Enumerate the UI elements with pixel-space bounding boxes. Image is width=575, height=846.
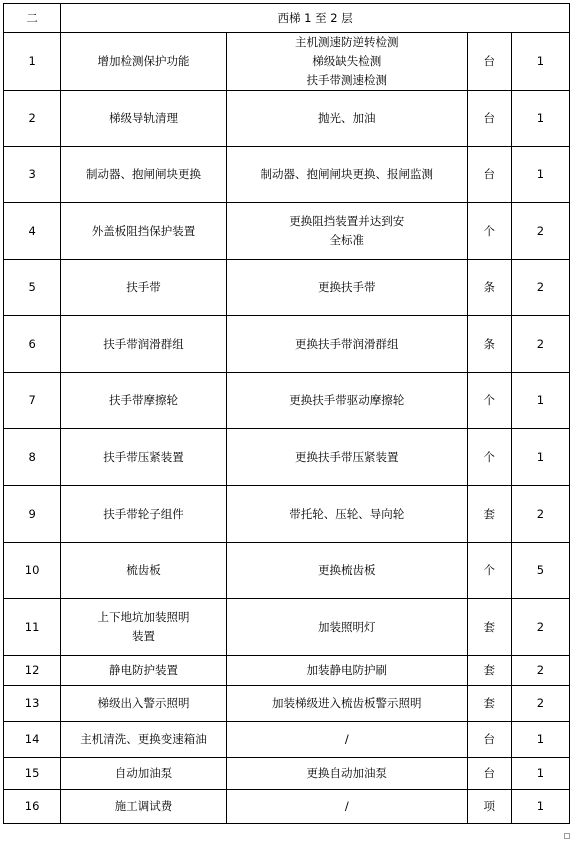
- work-content-line: 更换梳齿板: [318, 563, 376, 577]
- item-name: [61, 203, 227, 260]
- row-number: 13: [4, 686, 61, 722]
- row-number: 16: [4, 790, 61, 824]
- quantity: 1: [511, 790, 569, 824]
- work-content-line: 加装梯级进入梳齿板警示照明: [272, 696, 422, 710]
- item-name: [61, 147, 227, 203]
- item-name: [61, 543, 227, 599]
- row-number: 15: [4, 758, 61, 790]
- work-content-line: 带托轮、压轮、导向轮: [289, 506, 405, 521]
- row-number: 1: [4, 33, 61, 91]
- item-name-line: 扶手带压紧装置: [103, 449, 184, 464]
- unit: 台: [467, 33, 511, 91]
- work-content-line: 制动器、抱闸闸块更换、报闸监测: [260, 167, 433, 181]
- work-content: [226, 486, 467, 543]
- item-name-line: 增加检测保护功能: [97, 54, 190, 68]
- row-number: 12: [4, 656, 61, 686]
- unit: 台: [467, 147, 511, 203]
- item-name-line: 主机清洗、更换变速箱油: [80, 732, 207, 746]
- item-name-line: 自动加油泵: [114, 766, 173, 780]
- quantity: 1: [511, 91, 569, 147]
- item-name-line: 梳齿板: [126, 563, 161, 577]
- item-name: [61, 686, 227, 722]
- row-number: 2: [4, 91, 61, 147]
- table-row: [4, 758, 570, 790]
- table-row: [4, 656, 570, 686]
- table-row: [4, 203, 570, 260]
- work-content-line: 更换阻挡装置并达到安: [289, 214, 405, 228]
- work-content-line: 更换扶手带: [318, 280, 376, 294]
- table-row: [4, 33, 570, 91]
- table-row: [4, 373, 570, 429]
- quantity: 1: [511, 429, 569, 486]
- table-row: [4, 429, 570, 486]
- unit: 个: [467, 429, 511, 486]
- quantity: 1: [511, 147, 569, 203]
- row-number: 9: [4, 486, 61, 543]
- work-content-line: 更换扶手带驱动摩擦轮: [289, 393, 405, 407]
- row-number: 6: [4, 316, 61, 373]
- item-name: [61, 656, 227, 686]
- table-row: [4, 790, 570, 824]
- work-content: [226, 91, 467, 147]
- work-content-line: 扶手带测速检测: [306, 73, 387, 87]
- table-row: [4, 722, 570, 758]
- work-content: [226, 316, 467, 373]
- work-content: [226, 203, 467, 260]
- work-content-line: 梯级缺失检测: [312, 54, 382, 68]
- item-name-line: 制动器、抱闸闸块更换: [85, 167, 201, 181]
- unit: 个: [467, 373, 511, 429]
- work-content: [226, 790, 467, 824]
- unit: 套: [467, 686, 511, 722]
- item-name-line: 静电防护装置: [108, 663, 178, 677]
- work-content: [226, 147, 467, 203]
- work-content-line: 全标准: [329, 233, 364, 247]
- item-name: [61, 599, 227, 656]
- page-corner-mark: [564, 833, 570, 839]
- work-content: [226, 656, 467, 686]
- unit: 台: [467, 91, 511, 147]
- item-name: [61, 486, 227, 543]
- row-number: 10: [4, 543, 61, 599]
- table-row: [4, 686, 570, 722]
- item-name: [61, 758, 227, 790]
- item-name: [61, 91, 227, 147]
- table-row: [4, 260, 570, 316]
- section-title: 西梯 1 至 2 层: [61, 4, 570, 33]
- work-content-line: 加装静电防护刷: [306, 663, 387, 677]
- work-content: [226, 758, 467, 790]
- item-name-line: 装置: [131, 629, 155, 643]
- quantity: 2: [511, 656, 569, 686]
- work-content-line: 抛光、加油: [318, 111, 376, 125]
- quantity: 2: [511, 686, 569, 722]
- item-name-line: 梯级导轨清理: [108, 111, 178, 125]
- work-content-line: 主机测速防逆转检测: [295, 35, 399, 49]
- row-number: 4: [4, 203, 61, 260]
- quantity: 2: [511, 486, 569, 543]
- quantity: 1: [511, 33, 569, 91]
- item-name: [61, 722, 227, 758]
- work-content-line: 加装照明灯: [318, 619, 376, 634]
- row-number: 7: [4, 373, 61, 429]
- row-number: 3: [4, 147, 61, 203]
- item-name: [61, 373, 227, 429]
- item-name: [61, 316, 227, 373]
- item-name-line: 扶手带润滑群组: [103, 336, 184, 351]
- quantity: 1: [511, 373, 569, 429]
- quantity: 1: [511, 758, 569, 790]
- item-name: [61, 260, 227, 316]
- table-row: [4, 543, 570, 599]
- row-number: 5: [4, 260, 61, 316]
- unit: 台: [467, 722, 511, 758]
- work-content: [226, 686, 467, 722]
- item-name-line: 施工调试费: [114, 799, 173, 813]
- unit: 项: [467, 790, 511, 824]
- work-content: [226, 429, 467, 486]
- unit: 个: [467, 203, 511, 260]
- item-name-line: 扶手带轮子组件: [103, 506, 184, 521]
- table-row: [4, 599, 570, 656]
- item-name-line: 扶手带: [126, 280, 161, 294]
- quantity: 2: [511, 260, 569, 316]
- quantity: 2: [511, 203, 569, 260]
- table-row: [4, 147, 570, 203]
- work-content: [226, 722, 467, 758]
- item-name: [61, 429, 227, 486]
- quantity: 2: [511, 316, 569, 373]
- work-content-line: /: [344, 799, 349, 813]
- item-name-line: 外盖板阻挡保护装置: [91, 223, 196, 238]
- unit: 条: [467, 316, 511, 373]
- quantity: 5: [511, 543, 569, 599]
- item-name-line: 上下地坑加装照明: [97, 610, 190, 624]
- section-number: 二: [4, 4, 61, 33]
- unit: 套: [467, 656, 511, 686]
- quantity: 2: [511, 599, 569, 656]
- work-content-line: 更换扶手带润滑群组: [295, 336, 399, 351]
- work-content: [226, 33, 467, 91]
- unit: 套: [467, 599, 511, 656]
- quotation-table: [3, 3, 570, 824]
- work-content: [226, 543, 467, 599]
- work-content-line: 更换扶手带压紧装置: [295, 449, 399, 464]
- unit: 个: [467, 543, 511, 599]
- row-number: 8: [4, 429, 61, 486]
- row-number: 11: [4, 599, 61, 656]
- row-number: 14: [4, 722, 61, 758]
- unit: 套: [467, 486, 511, 543]
- unit: 条: [467, 260, 511, 316]
- section-header-row: [4, 4, 570, 33]
- unit: 台: [467, 758, 511, 790]
- work-content-line: /: [344, 732, 349, 746]
- work-content-line: 更换自动加油泵: [306, 766, 387, 780]
- item-name-line: 梯级出入警示照明: [97, 696, 190, 710]
- work-content: [226, 260, 467, 316]
- table-row: [4, 316, 570, 373]
- table-row: [4, 486, 570, 543]
- table-row: [4, 91, 570, 147]
- item-name: [61, 33, 227, 91]
- item-name: [61, 790, 227, 824]
- work-content: [226, 373, 467, 429]
- item-name-line: 扶手带摩擦轮: [108, 393, 178, 407]
- quantity: 1: [511, 722, 569, 758]
- work-content: [226, 599, 467, 656]
- quotation-table-body: [4, 4, 570, 824]
